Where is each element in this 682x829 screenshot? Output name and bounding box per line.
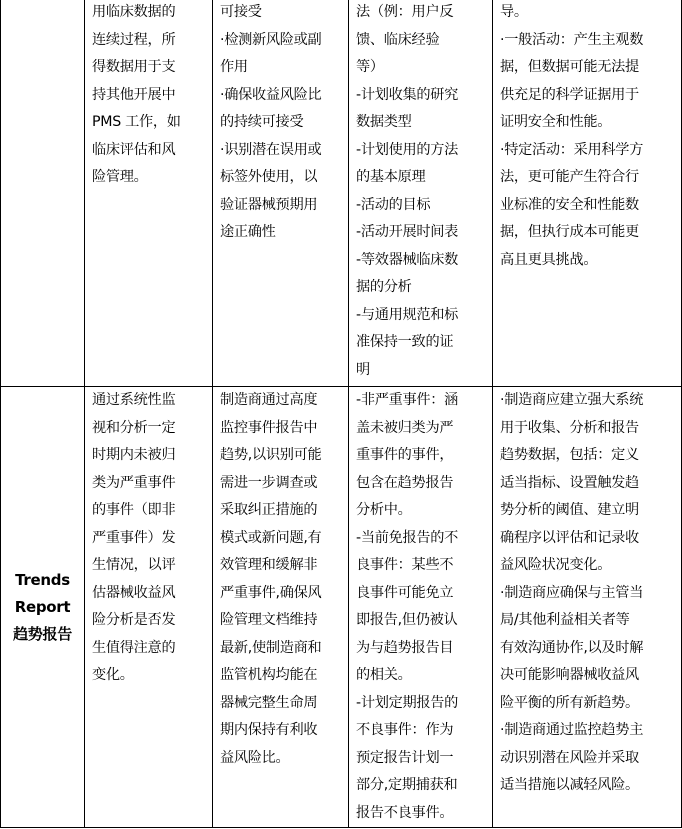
cell-text-line: 险分析是否发	[92, 612, 176, 628]
cell-text-line: 连续过程，所	[92, 31, 176, 48]
cell-text-line: 明	[356, 361, 370, 378]
table-row-continued	[1, 0, 682, 387]
guidance-cell	[493, 0, 682, 387]
purpose-cell	[213, 387, 349, 828]
cell-text-line: 报告不良事件。	[356, 804, 454, 821]
cell-text-line: 可接受	[220, 4, 262, 20]
description-cell	[85, 387, 213, 828]
cell-text-line: 生值得注意的	[92, 639, 176, 656]
cell-text-line: 局/其他利益相关者等	[500, 612, 630, 628]
cell-text-line: 最新,使制造商和	[220, 639, 322, 656]
cell-text-line: 估器械收益风	[92, 584, 176, 601]
cell-text-line: 险平衡的所有新趋势。	[500, 694, 639, 711]
cell-text-line: 盖未被归类为严	[356, 419, 454, 436]
cell-text-line: 供充足的科学证据用于	[500, 86, 639, 103]
cell-text-line: 为与趋势报告目	[356, 639, 454, 656]
cell-text-line: 险管理文档维持	[220, 612, 318, 628]
cell-text-line: 效管理和缓解非	[220, 557, 318, 573]
cell-text-line: 需进一步调查或	[220, 474, 318, 491]
cell-text-line: 决可能影响器械收益风	[500, 667, 639, 683]
cell-text-line: 生情况，以评	[92, 557, 176, 573]
content-cell	[349, 387, 493, 828]
cell-text-line: ·特定活动：采用科学方	[500, 141, 644, 158]
cell-text-line: 部分,定期捕获和	[356, 777, 458, 793]
cell-text-line: 验证器械预期用	[220, 196, 318, 213]
cell-text-line: 重事件的事件，	[356, 447, 454, 463]
cell-text-line: 监控事件报告中	[220, 419, 318, 436]
cell-text-line: 的持续可接受	[220, 114, 304, 130]
cell-text-line: 用临床数据的	[92, 4, 176, 20]
cell-text-line: 预定报告计划一	[356, 749, 454, 766]
cell-text-line: 有效沟通协作,以及时解	[500, 639, 644, 656]
cell-text-line: 趋势,以识别可能	[220, 447, 322, 463]
cell-text-line: 确程序以评估和记录收	[500, 529, 639, 546]
cell-text-line: -活动的目标	[356, 196, 431, 213]
row-label-cell	[1, 387, 85, 828]
cell-text-line: 途正确性	[220, 224, 276, 240]
cell-text-line: 势分析的阈值、建立明	[500, 502, 639, 518]
cell-text-line: ·识别潜在误用或	[220, 141, 322, 158]
cell-text-line: 时期内未被归	[92, 447, 176, 463]
cell-text-line: 分析中。	[356, 502, 412, 518]
cell-text-line: ·制造商应确保与主管当	[500, 584, 644, 601]
cell-text-line: 视和分析一定	[92, 419, 176, 436]
purpose-cell	[213, 0, 349, 387]
cell-text-line: 业标准的安全和性能数	[500, 196, 639, 213]
cell-text-line: 包含在趋势报告	[356, 474, 454, 491]
cell-text-line: 益风险比。	[220, 749, 290, 766]
cell-text-line: 的相关。	[356, 667, 412, 683]
cell-text-line: 期内保持有利收	[220, 722, 318, 738]
cell-text-line: 的基本原理	[356, 169, 426, 185]
cell-text-line: -计划定期报告的	[356, 694, 459, 711]
row-label-cell	[1, 0, 85, 387]
cell-text-line: 良事件可能免立	[356, 584, 454, 601]
cell-text-line: 高且更具挑战。	[500, 251, 598, 268]
cell-text-line: -等效器械临床数	[356, 251, 459, 268]
cell-text-line: 趋势报告	[13, 624, 72, 643]
cell-text-line: ·确保收益风险比	[220, 86, 322, 103]
cell-text-line: Trends	[15, 570, 70, 589]
cell-text-line: 证明安全和性能。	[500, 114, 612, 130]
cell-text-line: 临床评估和风	[92, 141, 176, 158]
cell-text-line: -与通用规范和标	[356, 306, 459, 323]
cell-text-line: 作用	[220, 59, 248, 75]
guidance-cell	[493, 387, 682, 828]
cell-text-line: -计划收集的研究	[356, 86, 459, 103]
cell-text-line: 即报告,但仍被认	[356, 612, 458, 628]
cell-text-line: 良事件：某些不	[356, 557, 454, 573]
cell-text-line: 采取纠正措施的	[220, 502, 318, 518]
cell-text-line: 数据类型	[356, 114, 412, 130]
cell-text-line: 导。	[500, 4, 528, 20]
cell-text-line: 趋势数据，包括：定义	[500, 447, 639, 463]
cell-text-line: 模式或新问题,有	[220, 529, 322, 546]
cell-text-line: 器械完整生命周	[220, 694, 318, 711]
table-row-trends-report	[1, 387, 682, 828]
cell-text-line: 适当措施以减轻风险。	[500, 777, 639, 793]
cell-text-line: 通过系统性监	[92, 392, 176, 408]
cell-text-line: -非严重事件：涵	[356, 392, 459, 408]
cell-text-line: 变化。	[92, 667, 134, 683]
cell-text-line: 动识别潜在风险并采取	[500, 749, 639, 766]
content-cell	[349, 0, 493, 387]
cell-text-line: 据，但执行成本可能更	[500, 224, 639, 240]
cell-text-line: 馈、临床经验	[356, 31, 440, 48]
cell-text-line: 持其他开展中	[92, 86, 176, 103]
cell-text-line: ·检测新风险或副	[220, 31, 322, 48]
cell-text-line: 适当指标、设置触发趋	[500, 474, 639, 491]
cell-text-line: 监管机构均能在	[220, 667, 318, 683]
cell-text-line: 严重事件）发	[92, 529, 176, 546]
cell-text-line: ·制造商通过监控趋势主	[500, 722, 644, 738]
cell-text-line: 标签外使用，以	[220, 169, 318, 185]
cell-text-line: -当前免报告的不	[356, 529, 459, 546]
cell-text-line: ·制造商应建立强大系统	[500, 392, 644, 408]
cell-text-line: 得数据用于支	[92, 59, 176, 75]
cell-text-line: 法，更可能产生符合行	[500, 169, 639, 185]
cell-text-line: PMS 工作，如	[92, 114, 181, 130]
cell-text-line: 据，但数据可能无法提	[500, 59, 639, 75]
cell-text-line: -活动开展时间表	[356, 224, 459, 240]
cell-text-line: -计划使用的方法	[356, 141, 459, 158]
cell-text-line: 用于收集、分析和报告	[500, 419, 639, 436]
cell-text-line: 险管理。	[92, 169, 148, 185]
cell-text-line: 准保持一致的证	[356, 334, 454, 350]
cell-text-line: 法（例：用户反	[356, 4, 454, 20]
cell-text-line: ·一般活动：产生主观数	[500, 31, 644, 48]
cell-text-line: 严重事件,确保风	[220, 584, 322, 601]
cell-text-line: Report	[14, 597, 71, 616]
cell-text-line: 类为严重事件	[92, 474, 176, 491]
description-cell	[85, 0, 213, 387]
cell-text-line: 据的分析	[356, 279, 412, 295]
cell-text-line: 等）	[356, 59, 384, 75]
cell-text-line: 的事件（即非	[92, 502, 176, 518]
cell-text-line: 益风险状况变化。	[500, 557, 612, 573]
cell-text-line: 制造商通过高度	[220, 392, 318, 408]
cell-text-line: 不良事件：作为	[356, 722, 454, 738]
